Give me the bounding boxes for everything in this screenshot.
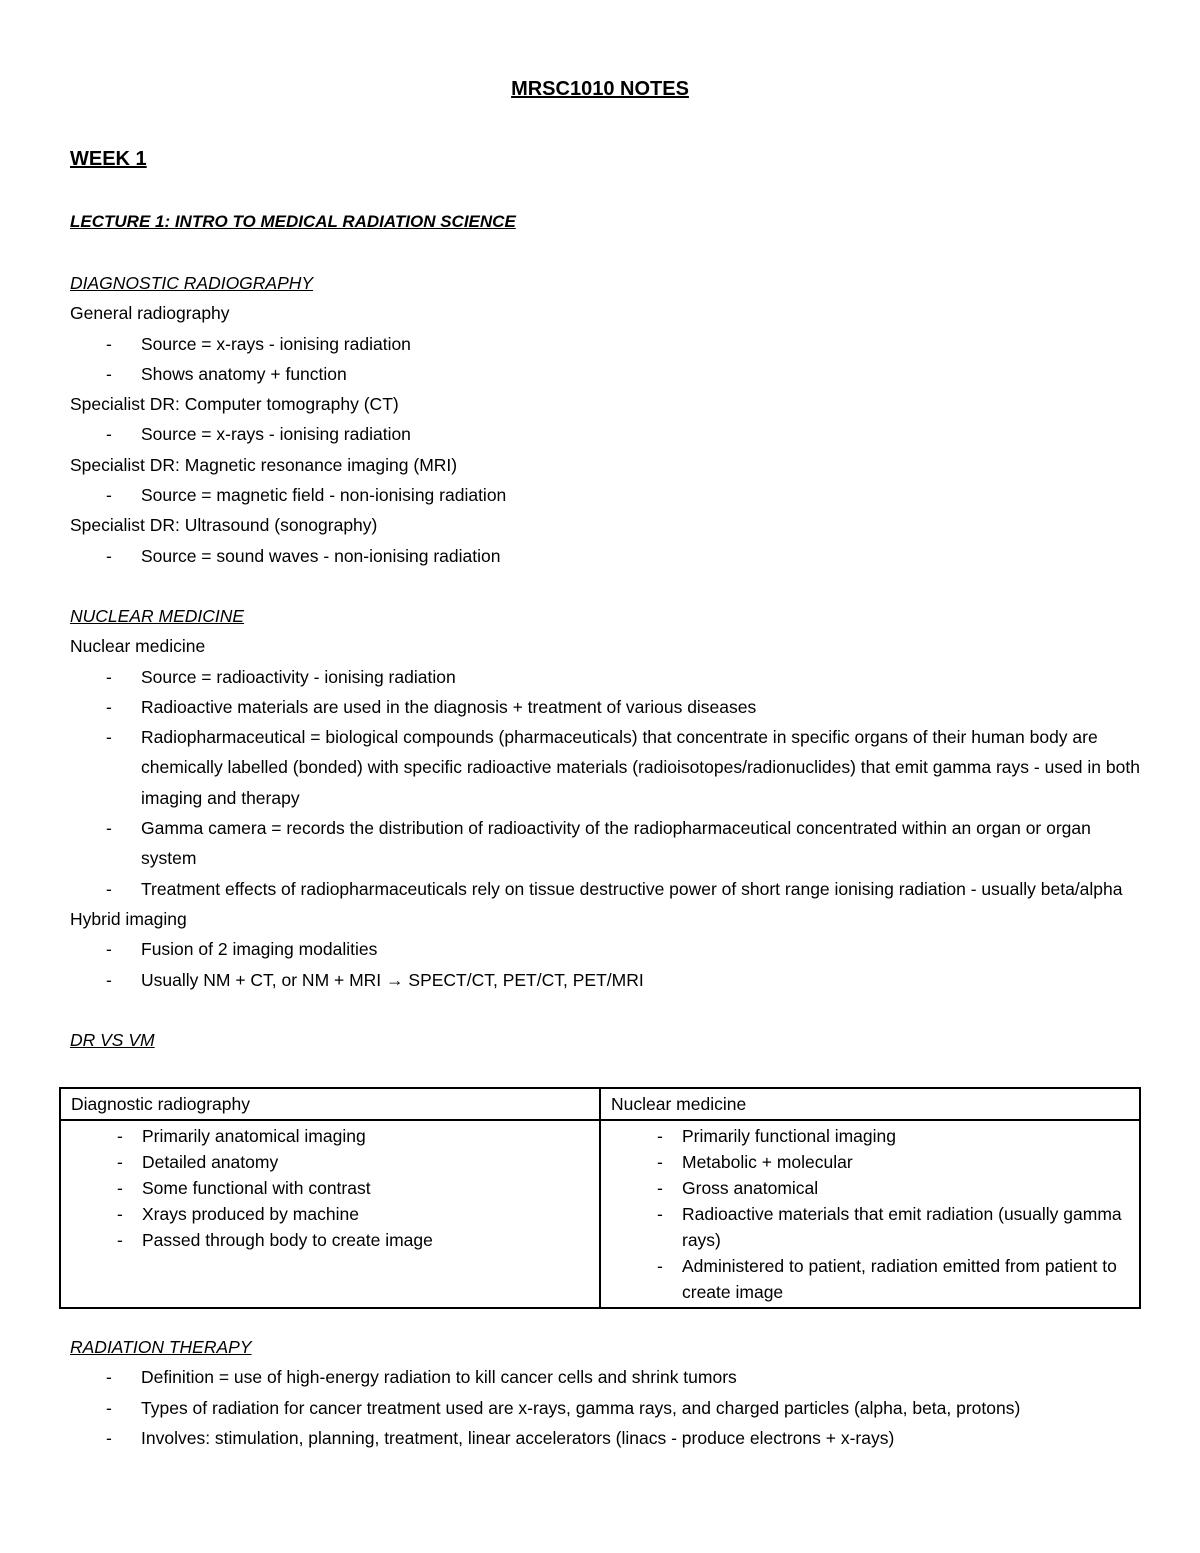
list-mri xyxy=(70,480,1142,510)
list-item: - Gamma camera = records the distribution of radioactivity of the radiopharmaceutical concentrated within an organ or organ system xyxy=(70,813,1142,874)
list-item: - Treatment effects of radiopharmaceuticals rely on tissue destructive power of short range ionising radiation - usually beta/alpha xyxy=(70,874,1142,904)
topic-mri: Specialist DR: Magnetic resonance imaging (MRI) xyxy=(70,454,458,475)
table-header-diagnostic: Diagnostic radiography xyxy=(60,1088,600,1120)
list-item: - Definition = use of high-energy radiation to kill cancer cells and shrink tumors xyxy=(70,1362,1142,1392)
list-item: - Metabolic + molecular xyxy=(611,1149,1129,1175)
list-general-radiography xyxy=(70,329,1142,390)
list-item: - Radiopharmaceutical = biological compounds (pharmaceuticals) that concentrate in specific organs of their human body are chemically labelled (bonded) with specific radioactive materials (radioisotopes/radionuclides) that emit gamma rays - used in both imaging and therapy xyxy=(70,722,1142,813)
list-item: - Usually NM + CT, or NM + MRI → SPECT/CT, PET/CT, PET/MRI xyxy=(70,965,1142,995)
list-item: - Passed through body to create image xyxy=(71,1227,589,1253)
list-ct xyxy=(70,419,1142,449)
topic-general-radiography: General radiography xyxy=(70,303,230,324)
list-item: - Radioactive materials are used in the diagnosis + treatment of various diseases xyxy=(70,692,1142,722)
week-heading: WEEK 1 xyxy=(70,148,147,170)
list-item: - Some functional with contrast xyxy=(71,1175,589,1201)
list-item: - Detailed anatomy xyxy=(71,1149,589,1175)
topic-ultrasound: Specialist DR: Ultrasound (sonography) xyxy=(70,515,378,536)
list-item: - Shows anatomy + function xyxy=(70,359,1142,389)
comparison-table xyxy=(59,1087,1141,1309)
table-cell-nuclear xyxy=(600,1120,1140,1308)
list-item: - Source = x-rays - ionising radiation xyxy=(70,419,1142,449)
list-item: - Source = radioactivity - ionising radiation xyxy=(70,662,1142,692)
topic-nuclear-medicine: Nuclear medicine xyxy=(70,636,206,657)
list-item: - Primarily anatomical imaging xyxy=(71,1123,589,1149)
section-heading-comparison: DR VS VM xyxy=(70,1029,155,1050)
document-title: MRSC1010 NOTES xyxy=(511,78,689,100)
section-heading-therapy: RADIATION THERAPY xyxy=(70,1337,252,1357)
list-nuclear-medicine xyxy=(70,662,1142,904)
section-heading-nuclear: NUCLEAR MEDICINE xyxy=(70,605,245,626)
list-item: - Source = sound waves - non-ionising radiation xyxy=(70,541,1142,571)
section-heading-diagnostic: DIAGNOSTIC RADIOGRAPHY xyxy=(70,273,314,293)
list-ultrasound xyxy=(70,541,1142,571)
list-item: - Fusion of 2 imaging modalities xyxy=(70,934,1142,964)
list-hybrid-imaging xyxy=(70,934,1142,995)
list-item: - Source = magnetic field - non-ionising radiation xyxy=(70,480,1142,510)
list-item: - Involves: stimulation, planning, treatment, linear accelerators (linacs - produce electrons + x-rays) xyxy=(70,1423,1142,1453)
topic-ct: Specialist DR: Computer tomography (CT) xyxy=(70,394,399,415)
lecture-heading: LECTURE 1: INTRO TO MEDICAL RADIATION SCIENCE xyxy=(70,212,516,231)
notes-body xyxy=(70,268,1142,1055)
list-item: - Source = x-rays - ionising radiation xyxy=(70,329,1142,359)
table-header-nuclear: Nuclear medicine xyxy=(600,1088,1140,1120)
list-item: - Radioactive materials that emit radiation (usually gamma rays) xyxy=(611,1201,1129,1253)
list-therapy xyxy=(70,1362,1142,1453)
list-item: - Gross anatomical xyxy=(611,1175,1129,1201)
table-cell-diagnostic xyxy=(60,1120,600,1308)
list-item: - Types of radiation for cancer treatment used are x-rays, gamma rays, and charged particles (alpha, beta, protons) xyxy=(70,1393,1142,1423)
table-header-row xyxy=(60,1088,1140,1120)
list-item: - Xrays produced by machine xyxy=(71,1201,589,1227)
therapy-section xyxy=(70,1332,1142,1453)
list-item: - Primarily functional imaging xyxy=(611,1123,1129,1149)
topic-hybrid-imaging: Hybrid imaging xyxy=(70,908,187,929)
table-row xyxy=(60,1120,1140,1308)
list-item: - Administered to patient, radiation emitted from patient to create image xyxy=(611,1253,1129,1305)
